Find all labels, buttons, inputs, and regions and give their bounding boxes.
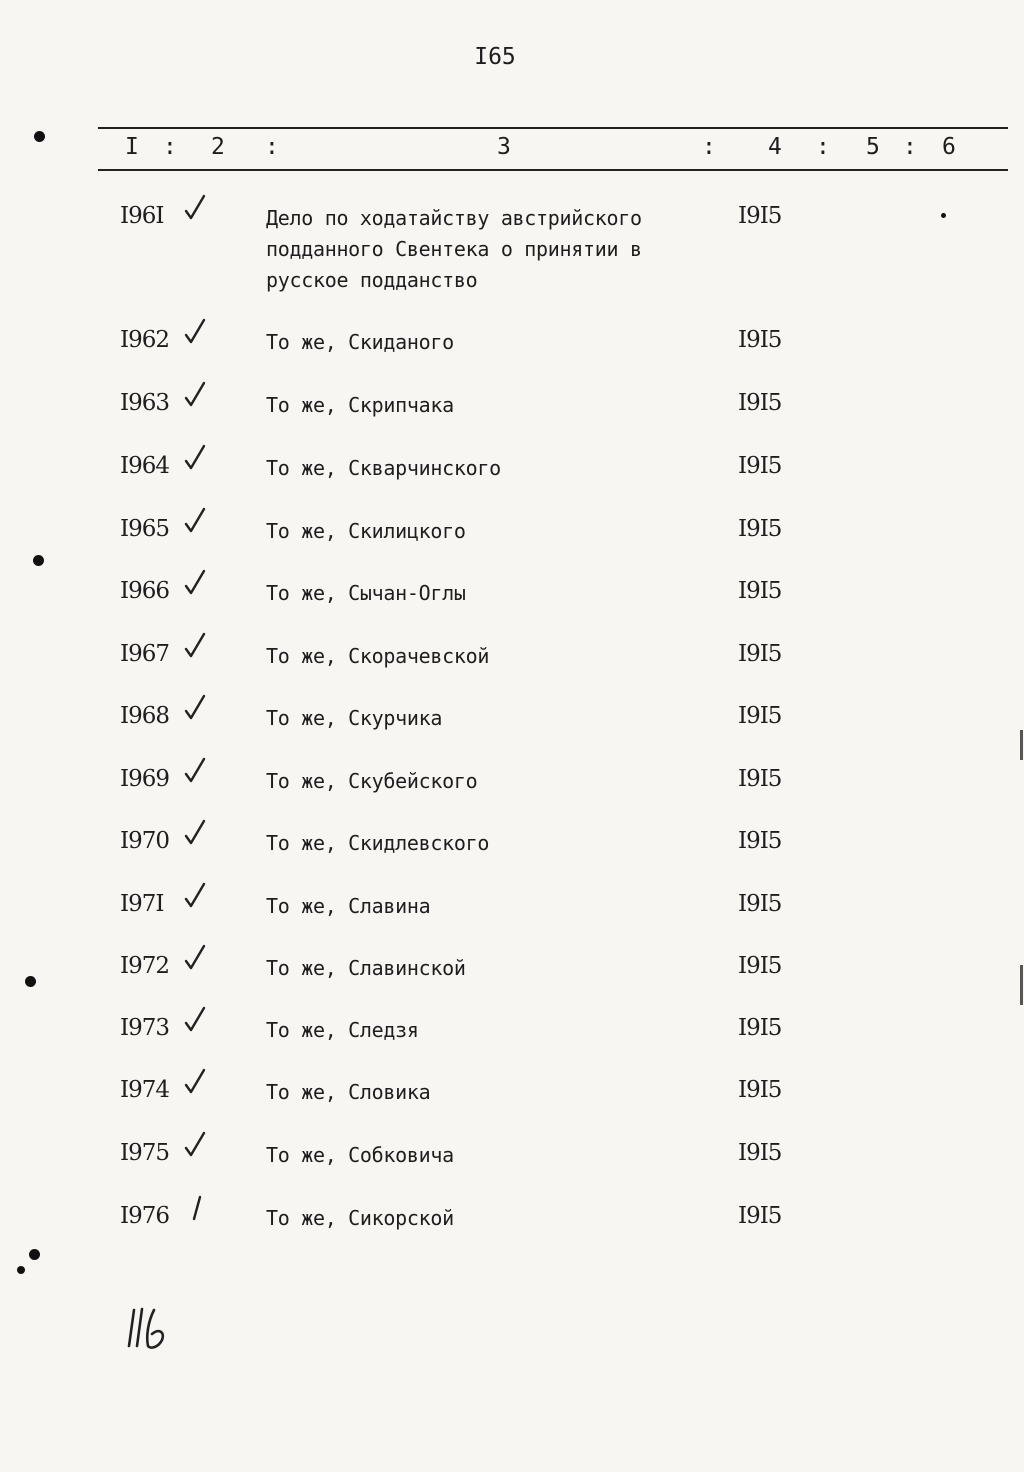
case-number: I963: [120, 390, 169, 416]
case-description-line: русское подданство: [266, 268, 478, 292]
handwritten-checkmark-icon: [182, 943, 210, 973]
handwritten-checkmark-icon: [182, 1067, 210, 1097]
case-description-line: То же, Скидлевского: [266, 831, 490, 855]
case-description-line: То же, Скорачевской: [266, 644, 490, 668]
case-description-line: То же, Собковича: [266, 1143, 454, 1167]
header-col-2: 2: [211, 134, 225, 160]
case-year: I9I5: [738, 327, 782, 353]
case-number: I973: [120, 1015, 169, 1041]
punch-hole-dot: [34, 131, 45, 142]
case-year: I9I5: [738, 953, 782, 979]
table-row: [0, 766, 1024, 826]
table-row: [0, 1140, 1024, 1200]
case-description: [266, 1203, 454, 1234]
header-sep: :: [816, 134, 830, 160]
table-row: [0, 828, 1024, 888]
header-col-3: 3: [497, 134, 511, 160]
case-number: I966: [120, 578, 169, 604]
handwritten-checkmark-icon: [182, 506, 210, 536]
case-description-line: подданного Свентека о принятии в: [266, 237, 642, 261]
handwritten-slash-icon: [182, 1193, 210, 1223]
case-year: I9I5: [738, 641, 782, 667]
header-col-1: I: [125, 134, 139, 160]
handwritten-checkmark-icon: [182, 631, 210, 661]
case-year: I9I5: [738, 891, 782, 917]
case-description: [266, 766, 477, 797]
case-number: I96I: [120, 203, 164, 229]
punch-hole-dot: [33, 555, 44, 566]
case-year: I9I5: [738, 1015, 782, 1041]
case-description-line: То же, Скварчинского: [266, 456, 501, 480]
header-sep: :: [702, 134, 716, 160]
case-year: I9I5: [738, 703, 782, 729]
case-number: I964: [120, 453, 169, 479]
table-row: [0, 641, 1024, 701]
case-description-line: То же, Сычан-Оглы: [266, 581, 466, 605]
table-row: [0, 1015, 1024, 1075]
handwritten-checkmark-icon: [182, 818, 210, 848]
case-number: I962: [120, 327, 169, 353]
case-number: I968: [120, 703, 169, 729]
handwritten-checkmark-icon: [182, 380, 210, 410]
case-year: I9I5: [738, 1077, 782, 1103]
handwritten-checkmark-icon: [182, 443, 210, 473]
table-row: [0, 390, 1024, 450]
handwritten-checkmark-icon: [182, 193, 210, 223]
table-row: [0, 578, 1024, 638]
handwritten-checkmark-icon: [182, 1005, 210, 1035]
table-row: [0, 953, 1024, 1013]
handwritten-checkmark-icon: [182, 756, 210, 786]
header-col-5: 5: [866, 134, 880, 160]
case-description-line: То же, Скиданого: [266, 330, 454, 354]
header-col-4: 4: [768, 134, 782, 160]
handwritten-checkmark-icon: [182, 693, 210, 723]
case-description-line: То же, Славина: [266, 894, 431, 918]
case-description: [266, 203, 642, 296]
case-description: [266, 453, 501, 484]
case-number: I975: [120, 1140, 169, 1166]
case-year: I9I5: [738, 390, 782, 416]
punch-hole-dot: [17, 1266, 25, 1274]
punch-hole-dot: [25, 976, 36, 987]
case-number: I974: [120, 1077, 169, 1103]
case-description-line: То же, Сикорской: [266, 1206, 454, 1230]
case-number: I969: [120, 766, 169, 792]
case-year: I9I5: [738, 1140, 782, 1166]
table-header-rule: [98, 169, 1008, 171]
table-row: [0, 1077, 1024, 1137]
case-description-line: То же, Следзя: [266, 1018, 419, 1042]
case-description: [266, 578, 466, 609]
scan-edge-mark: [1020, 965, 1023, 1005]
table-row: [0, 891, 1024, 951]
case-year: I9I5: [738, 1203, 782, 1229]
scan-edge-mark: [1020, 730, 1023, 760]
case-year: I9I5: [738, 516, 782, 542]
case-description: [266, 1140, 454, 1171]
case-number: I972: [120, 953, 169, 979]
case-description: [266, 828, 489, 859]
table-row: [0, 327, 1024, 387]
case-year: I9I5: [738, 766, 782, 792]
case-description: [266, 703, 442, 734]
header-col-6: 6: [942, 134, 956, 160]
case-year: I9I5: [738, 203, 782, 229]
case-year: I9I5: [738, 578, 782, 604]
case-description: [266, 953, 466, 984]
handwritten-checkmark-icon: [182, 1130, 210, 1160]
case-number: I965: [120, 516, 169, 542]
table-top-rule: [98, 127, 1008, 129]
case-number: I97I: [120, 891, 164, 917]
case-description-line: То же, Словика: [266, 1080, 431, 1104]
case-description: [266, 641, 489, 672]
table-row: [0, 453, 1024, 513]
case-description: [266, 516, 466, 547]
case-description-line: То же, Скрипчака: [266, 393, 454, 417]
case-description-line: То же, Скубейского: [266, 769, 478, 793]
handwritten-folio-note: [126, 1306, 172, 1352]
case-description: [266, 327, 454, 358]
header-sep: :: [903, 134, 917, 160]
table-row: [0, 516, 1024, 576]
case-year: I9I5: [738, 453, 782, 479]
case-number: I976: [120, 1203, 169, 1229]
handwritten-checkmark-icon: [182, 568, 210, 598]
case-number: I967: [120, 641, 169, 667]
handwritten-checkmark-icon: [182, 881, 210, 911]
case-description: [266, 1015, 419, 1046]
header-sep: :: [265, 134, 279, 160]
case-description-line: То же, Скурчика: [266, 706, 443, 730]
case-year: I9I5: [738, 828, 782, 854]
table-row: [0, 1203, 1024, 1263]
handwritten-checkmark-icon: [182, 317, 210, 347]
table-row: [0, 203, 1024, 292]
case-number: I970: [120, 828, 169, 854]
header-sep: :: [163, 134, 177, 160]
case-description: [266, 1077, 430, 1108]
case-description-line: То же, Славинской: [266, 956, 466, 980]
case-description: [266, 891, 430, 922]
case-description: [266, 390, 454, 421]
punch-hole-dot: [29, 1249, 40, 1260]
case-description-line: Дело по ходатайству австрийского: [266, 206, 642, 230]
case-description-line: То же, Скилицкого: [266, 519, 466, 543]
table-row: [0, 703, 1024, 763]
page-number: I65: [474, 44, 516, 70]
ink-speck: [941, 213, 946, 218]
